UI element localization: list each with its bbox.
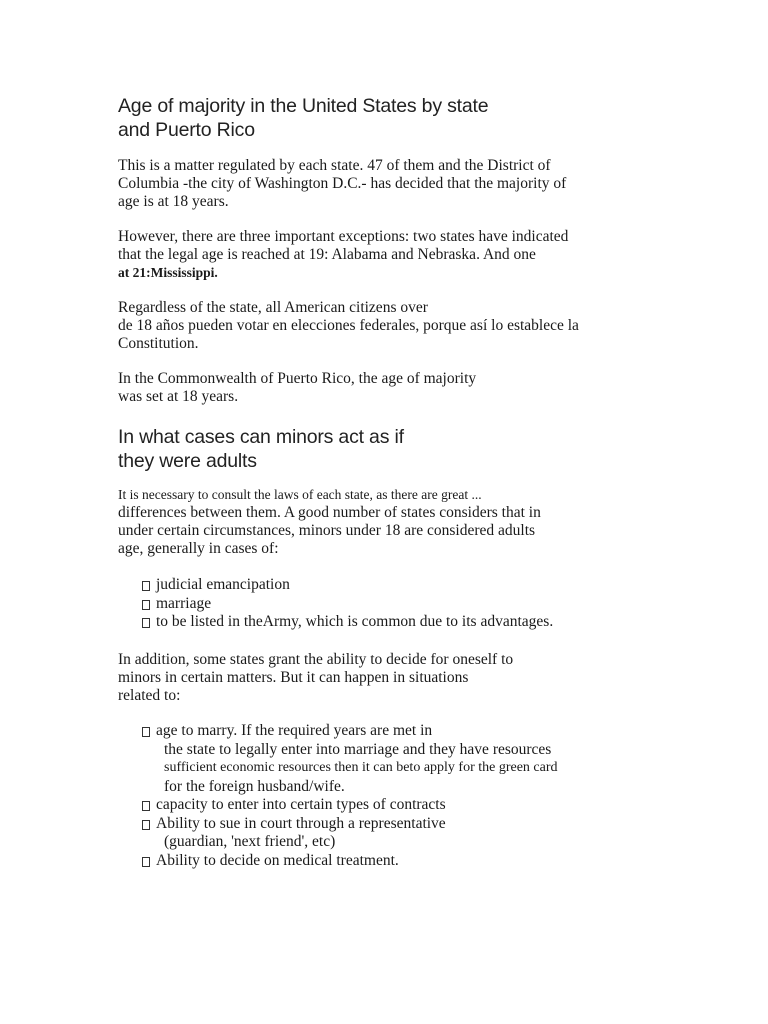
- title-line-1: Age of majority in the United States by state: [118, 95, 489, 117]
- list-item-text: to be listed in theArmy, which is common due to its advantages.: [156, 613, 554, 630]
- text-line: that the legal age is reached at 19: Alabama and Nebraska. And one: [118, 246, 536, 263]
- section-heading-line-1: In what cases can minors act as if: [118, 426, 404, 448]
- list-item-text: sufficient economic resources then it can beto apply for the green card: [164, 760, 558, 775]
- text-line: was set at 18 years.: [118, 388, 239, 405]
- box-bullet-icon: [142, 820, 150, 830]
- text-line: However, there are three important exceptions: two states have indicated: [118, 228, 569, 245]
- text-line: minors in certain matters. But it can happen in situations: [118, 669, 469, 686]
- text-line: In the Commonwealth of Puerto Rico, the age of majority: [118, 370, 477, 387]
- adult-cases-list: [118, 576, 553, 632]
- list-item: [118, 815, 558, 852]
- text-line: Regardless of the state, all American citizens over: [118, 299, 428, 316]
- box-bullet-icon: [142, 581, 150, 591]
- text-line: related to:: [118, 687, 181, 704]
- paragraph-voting: [118, 299, 579, 353]
- section-heading-line-2: they were adults: [118, 450, 257, 472]
- paragraph-decide-for-oneself: [118, 651, 513, 705]
- text-line: age is at 18 years.: [118, 193, 229, 210]
- text-line: age, generally in cases of:: [118, 540, 279, 557]
- list-item: [118, 576, 553, 595]
- list-item: [118, 613, 553, 632]
- list-item-text: capacity to enter into certain types of contracts: [156, 796, 446, 813]
- list-item-text: (guardian, 'next friend', etc): [164, 833, 336, 850]
- title-line-2: and Puerto Rico: [118, 119, 255, 141]
- paragraph-puerto-rico: [118, 370, 476, 406]
- list-item-text: the state to legally enter into marriage and they have resources: [164, 740, 552, 758]
- box-bullet-icon: [142, 727, 150, 737]
- section-heading: [118, 425, 404, 473]
- page-title: [118, 94, 488, 142]
- text-line-bold: at 21:Mississippi.: [118, 265, 218, 280]
- list-item-text: Ability to sue in court through a representative: [156, 814, 446, 832]
- box-bullet-icon: [142, 618, 150, 628]
- list-item-text: age to marry. If the required years are met in: [156, 722, 433, 739]
- text-line: de 18 años pueden votar en elecciones federales, porque así lo establece la: [118, 317, 579, 334]
- text-line: It is necessary to consult the laws of each state, as there are great ...: [118, 487, 482, 502]
- box-bullet-icon: [142, 600, 150, 610]
- list-item-text: for the foreign husband/wife.: [164, 777, 345, 795]
- text-line: In addition, some states grant the ability to decide for oneself to: [118, 651, 514, 668]
- list-item: [118, 796, 558, 815]
- list-item: [118, 595, 553, 614]
- list-item-text: marriage: [156, 594, 212, 612]
- box-bullet-icon: [142, 857, 150, 867]
- list-item: [118, 852, 558, 871]
- box-bullet-icon: [142, 801, 150, 811]
- text-line: This is a matter regulated by each state. 47 of them and the District of: [118, 157, 551, 174]
- paragraph-exceptions: [118, 228, 568, 282]
- paragraph-majority-regulation: [118, 157, 566, 211]
- list-item-text: Ability to decide on medical treatment.: [156, 851, 399, 869]
- paragraph-consult-laws: [118, 486, 541, 558]
- list-item-text: judicial emancipation: [156, 576, 290, 593]
- text-line: Constitution.: [118, 335, 199, 352]
- list-item: [118, 722, 558, 796]
- text-line: differences between them. A good number of states considers that in: [118, 504, 541, 521]
- text-line: Columbia -the city of Washington D.C.- has decided that the majority of: [118, 175, 567, 192]
- text-line: under certain circumstances, minors under 18 are considered adults: [118, 522, 536, 539]
- situations-list: [118, 722, 558, 870]
